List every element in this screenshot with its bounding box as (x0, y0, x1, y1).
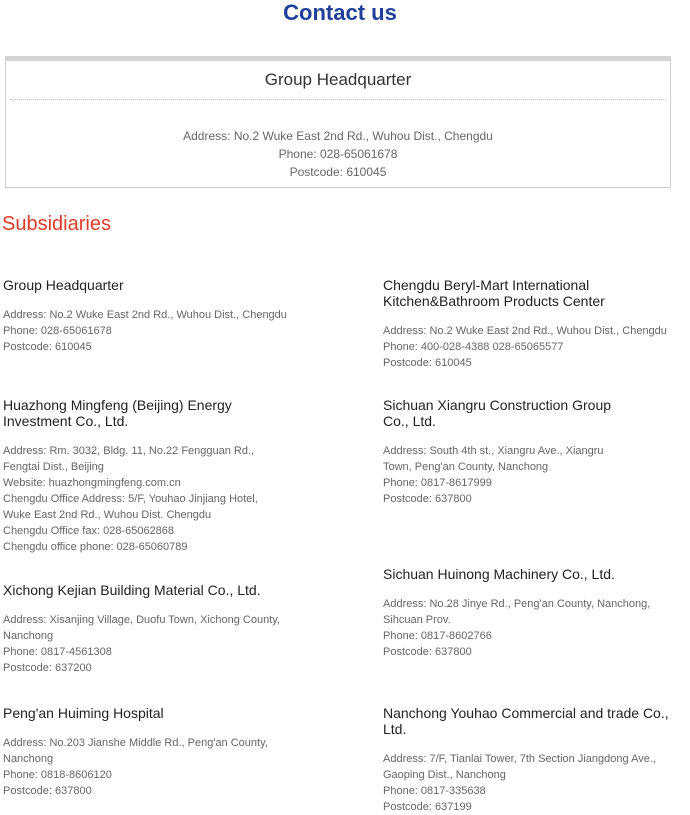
company-address: Address: No.2 Wuke East 2nd Rd., Wuhou Dist., Chengdu (3, 309, 287, 321)
company-phone: Phone: 0817-8602766 (383, 630, 492, 642)
company-name: Nanchong Youhao Commercial and trade Co., Ltd. (383, 705, 669, 737)
company-address: Address: South 4th st., Xiangru Ave., Xiangru Town, Peng'an County, Nanchong (383, 445, 604, 473)
company-card-xiangru (383, 397, 683, 507)
company-card-beryl-mart (383, 277, 683, 371)
company-phone: Phone: 0818-8606120 (3, 769, 112, 781)
company-postcode: Postcode: 637200 (3, 662, 92, 674)
company-card-huinong (383, 566, 683, 660)
company-postcode: Postcode: 637800 (383, 493, 472, 505)
company-card-youhao (383, 705, 689, 815)
company-card-huazhong-mingfeng (3, 397, 313, 555)
company-office-address: Chengdu Office Address: 5/F, Youhao Jinjiang Hotel, Wuke East 2nd Rd., Wuhou Dist. Chengdu (3, 493, 258, 521)
company-phone: Phone: 400-028-4388 028-65065577 (383, 341, 564, 353)
headquarter-phone: Phone: 028-65061678 (278, 147, 398, 161)
company-postcode: Postcode: 637800 (3, 785, 92, 797)
company-postcode: Postcode: 610045 (3, 341, 92, 353)
company-address: Address: 7/F, Tianlai Tower, 7th Section Jiangdong Ave., Gaoping Dist., Nanchong (383, 753, 656, 781)
company-address: Address: No.2 Wuke East 2nd Rd., Wuhou Dist., Chengdu (383, 325, 667, 337)
company-address: Address: No.203 Jianshe Middle Rd., Peng'an County, Nanchong (3, 737, 268, 765)
company-name: Xichong Kejian Building Material Co., Ltd. (3, 582, 261, 598)
headquarter-address: Address: No.2 Wuke East 2nd Rd., Wuhou Dist., Chengdu (183, 129, 493, 143)
company-phone: Phone: 028-65061678 (3, 325, 112, 337)
company-postcode: Postcode: 637800 (383, 646, 472, 658)
page-title: Contact us (283, 0, 397, 25)
company-name: Huazhong Mingfeng (Beijing) Energy Investment Co., Ltd. (3, 397, 232, 429)
company-address: Address: Xisanjing Village, Duofu Town, Xichong County, Nanchong (3, 614, 280, 642)
company-postcode: Postcode: 637199 (383, 801, 472, 813)
subsidiaries-heading: Subsidiaries (2, 213, 111, 235)
headquarter-box (5, 56, 671, 188)
company-phone: Phone: 0817-8617999 (383, 477, 492, 489)
company-name: Chengdu Beryl-Mart International Kitchen&Bathroom Products Center (383, 277, 605, 309)
company-name: Peng'an Huiming Hospital (3, 705, 164, 721)
company-office-phone: Chengdu office phone: 028-65060789 (3, 541, 188, 553)
company-name: Group Headquarter (3, 277, 124, 293)
headquarter-divider (10, 99, 666, 100)
headquarter-title: Group Headquarter (264, 70, 412, 89)
company-website: Website: huazhongmingfeng.com.cn (3, 477, 181, 489)
company-address: Address: No.28 Jinye Rd., Peng'an County, Nanchong, Sihcuan Prov. (383, 598, 651, 626)
company-card-kejian (3, 582, 313, 676)
company-name: Sichuan Xiangru Construction Group Co., Ltd. (383, 397, 612, 429)
company-name: Sichuan Huinong Machinery Co., Ltd. (383, 566, 615, 582)
company-card-huiming-hospital (3, 705, 313, 799)
company-phone: Phone: 0817-335638 (383, 785, 486, 797)
headquarter-postcode: Postcode: 610045 (289, 165, 387, 179)
company-card-group-headquarter (3, 277, 313, 355)
company-office-fax: Chengdu Office fax: 028-65062868 (3, 525, 175, 537)
company-address: Address: Rm. 3032, Bldg. 11, No.22 Fengguan Rd., Fengtai Dist., Beijing (3, 445, 255, 473)
company-postcode: Postcode: 610045 (383, 357, 472, 369)
company-phone: Phone: 0817-4561308 (3, 646, 112, 658)
